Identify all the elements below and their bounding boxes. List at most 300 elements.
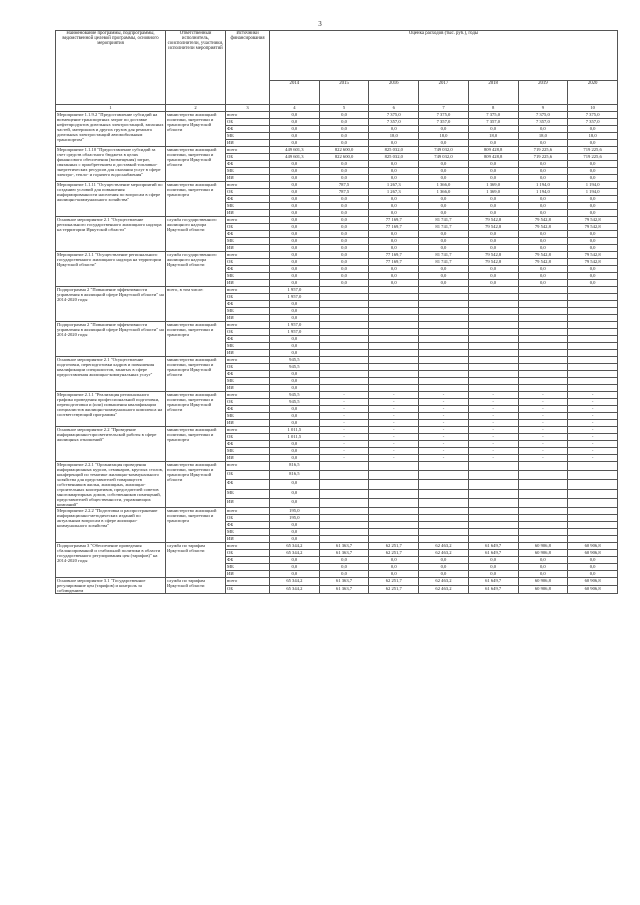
cost-value	[419, 357, 469, 364]
cost-value: 787,5	[319, 182, 369, 189]
cost-value: 0,0	[518, 126, 568, 133]
column-number: 4	[270, 105, 320, 112]
cost-value: 0,0	[468, 564, 518, 571]
cost-value: 18,0	[369, 133, 419, 140]
cost-value	[369, 515, 419, 522]
cost-value: 0,0	[319, 245, 369, 252]
cost-value: 62 463,2	[419, 578, 469, 586]
cost-value: 0,0	[518, 210, 568, 217]
header-year: 2016	[369, 81, 419, 105]
cost-value: 81 741,7	[419, 259, 469, 266]
cost-value: -	[369, 392, 419, 399]
cost-value: 0,0	[270, 252, 320, 259]
cost-value: 822 600,0	[319, 147, 369, 154]
program-name: Мероприятие 1.1.11 "Осуществление мероприятий по созданию условий для повышения информированности населения по вопросам в сфере жилищно-коммунального хозяйства"	[56, 182, 166, 217]
cost-value: 0,0	[419, 140, 469, 147]
cost-value: 0,0	[270, 196, 320, 203]
cost-value	[518, 498, 568, 507]
cost-value: 0,0	[270, 133, 320, 140]
cost-value: 0,0	[468, 273, 518, 280]
cost-value: 62 463,2	[419, 543, 469, 550]
funding-source: МБ	[226, 168, 270, 175]
cost-value: 7 357,0	[419, 119, 469, 126]
cost-value	[568, 343, 618, 350]
cost-value: -	[468, 399, 518, 406]
cost-value: 0,0	[270, 480, 320, 489]
funding-source: ФБ	[226, 336, 270, 343]
executor: министерство жилищной политики, энергетики и транспорта	[166, 427, 226, 462]
cost-value	[419, 480, 469, 489]
cost-value: 1 267,3	[369, 182, 419, 189]
cost-value: 0,0	[419, 238, 469, 245]
cost-value: 60 906,8	[568, 586, 618, 594]
cost-value: 0,0	[568, 273, 618, 280]
cost-value: 18,0	[419, 133, 469, 140]
funding-source: ОБ	[226, 434, 270, 441]
cost-value: -	[319, 399, 369, 406]
cost-value: -	[518, 455, 568, 462]
header-executor: Ответственный исполнитель, соисполнители, участники, исполнители мероприятий	[166, 31, 226, 105]
cost-value: 0,0	[518, 168, 568, 175]
cost-value: 7 375,0	[468, 112, 518, 119]
program-name: Подпрограмма 2 "Повышение эффективности управления в жилищной сфере Иркутской области" на 2014-2020 годы	[56, 322, 166, 357]
funding-source: ФБ	[226, 301, 270, 308]
funding-source: ФБ	[226, 196, 270, 203]
cost-value: 79 542,8	[568, 259, 618, 266]
cost-value	[319, 343, 369, 350]
cost-value: 0,0	[270, 441, 320, 448]
column-number: 10	[568, 105, 618, 112]
cost-value	[468, 480, 518, 489]
cost-value: 79 542,8	[468, 259, 518, 266]
cost-value	[568, 489, 618, 498]
column-number: 5	[319, 105, 369, 112]
cost-value: 449 601,3	[270, 154, 320, 161]
cost-value: -	[319, 455, 369, 462]
funding-source: ИИ	[226, 175, 270, 182]
cost-value: 0,0	[518, 557, 568, 564]
cost-value: 0,0	[419, 557, 469, 564]
cost-value: 0,0	[270, 210, 320, 217]
cost-value: 18,0	[468, 133, 518, 140]
cost-value: 0,0	[468, 175, 518, 182]
cost-value	[419, 287, 469, 294]
funding-source: ИИ	[226, 245, 270, 252]
cost-value: 1 957,0	[270, 329, 320, 336]
cost-value: 0,0	[270, 168, 320, 175]
funding-source: ОБ	[226, 119, 270, 126]
cost-value: -	[518, 392, 568, 399]
cost-value: 0,0	[568, 557, 618, 564]
cost-value: -	[319, 441, 369, 448]
cost-value	[369, 536, 419, 543]
cost-value: 0,0	[270, 315, 320, 322]
cost-value: 945,5	[270, 364, 320, 371]
cost-value: 0,0	[270, 112, 320, 119]
cost-value: 60 906,8	[568, 578, 618, 586]
cost-value: -	[419, 434, 469, 441]
funding-source: ФБ	[226, 161, 270, 168]
cost-value: -	[369, 441, 419, 448]
cost-value: 61 649,7	[468, 586, 518, 594]
cost-value: 79 542,8	[468, 252, 518, 259]
program-name: Основное мероприятие 2.2 "Проведение информационно-просветительской работы в сфере жилищных отношений"	[56, 427, 166, 462]
cost-value: 62 251,7	[369, 550, 419, 557]
cost-value: 1 369,0	[468, 182, 518, 189]
cost-value	[319, 308, 369, 315]
cost-value	[419, 462, 469, 471]
cost-value: 0,0	[419, 175, 469, 182]
cost-value: 0,0	[419, 564, 469, 571]
cost-value	[518, 343, 568, 350]
cost-value	[369, 378, 419, 385]
cost-value: 809 428,8	[468, 147, 518, 154]
cost-value: 1 194,0	[518, 182, 568, 189]
cost-value: -	[518, 448, 568, 455]
cost-value: 0,0	[369, 564, 419, 571]
cost-value: 0,0	[270, 182, 320, 189]
cost-value: 77 169,7	[369, 224, 419, 231]
cost-value	[518, 385, 568, 392]
cost-value: 0,0	[369, 168, 419, 175]
program-name: Мероприятие 1.1.9.2 "Предоставление субсидий на возмещение транспортных затрат по доставке нефтепродуктов дизельных электростанций, запасных частей, материалов и других грузов для ремонта дизельных электростанций автомобильным транспортом"	[56, 112, 166, 147]
funding-source: ИИ	[226, 536, 270, 543]
cost-value	[369, 471, 419, 480]
funding-source: ОБ	[226, 399, 270, 406]
cost-value	[468, 294, 518, 301]
cost-value: -	[468, 413, 518, 420]
cost-value: 0,0	[518, 280, 568, 287]
cost-value: 0,0	[270, 536, 320, 543]
cost-value: 0,0	[369, 196, 419, 203]
cost-value: 0,0	[518, 175, 568, 182]
cost-value: 0,0	[568, 196, 618, 203]
cost-value	[319, 329, 369, 336]
cost-value: 0,0	[419, 571, 469, 578]
cost-value	[568, 322, 618, 329]
cost-value: 0,0	[568, 140, 618, 147]
executor: министерство жилищной политики, энергетики и транспорта	[166, 182, 226, 217]
funding-source: ФБ	[226, 480, 270, 489]
funding-source: МБ	[226, 413, 270, 420]
cost-value: -	[518, 420, 568, 427]
cost-value: 0,0	[419, 210, 469, 217]
cost-value: 62 251,7	[369, 543, 419, 550]
header-year: 2015	[319, 81, 369, 105]
cost-value	[319, 322, 369, 329]
cost-value: -	[369, 455, 419, 462]
cost-value: -	[568, 413, 618, 420]
program-name: Основное мероприятие 2.1 "Осуществление регионального государственного жилищного надзора на территории Иркутской области"	[56, 217, 166, 252]
funding-source: ИИ	[226, 350, 270, 357]
cost-value: 0,0	[319, 280, 369, 287]
funding-source: МБ	[226, 133, 270, 140]
header-year: 2020	[568, 81, 618, 105]
cost-value	[319, 515, 369, 522]
cost-value: 0,0	[468, 238, 518, 245]
cost-value	[468, 529, 518, 536]
cost-value: 60 906,8	[568, 550, 618, 557]
cost-value	[568, 462, 618, 471]
column-number: 8	[468, 105, 518, 112]
funding-source: всего	[226, 578, 270, 586]
cost-value	[419, 336, 469, 343]
cost-value: 0,0	[319, 168, 369, 175]
program-name: Подпрограмма 2 "Повышение эффективности управления в жилищной сфере Иркутской области" на 2014-2020 годы	[56, 287, 166, 322]
cost-value	[369, 322, 419, 329]
cost-value	[468, 350, 518, 357]
cost-value: 0,0	[568, 126, 618, 133]
cost-value: 0,0	[270, 448, 320, 455]
cost-value: 0,0	[270, 308, 320, 315]
cost-value: 65 344,2	[270, 586, 320, 594]
cost-value: 0,0	[319, 126, 369, 133]
cost-value: -	[419, 406, 469, 413]
cost-value	[419, 329, 469, 336]
cost-value	[319, 287, 369, 294]
cost-value: -	[369, 399, 419, 406]
column-number: 2	[166, 105, 226, 112]
cost-value	[568, 471, 618, 480]
cost-value	[518, 329, 568, 336]
cost-value	[468, 301, 518, 308]
cost-value	[319, 294, 369, 301]
cost-value	[419, 529, 469, 536]
cost-value	[468, 522, 518, 529]
cost-value	[319, 462, 369, 471]
cost-value: 0,0	[270, 489, 320, 498]
cost-value: 787,5	[319, 189, 369, 196]
cost-value: 62 463,2	[419, 586, 469, 594]
cost-value: 0,0	[369, 273, 419, 280]
funding-source: ИИ	[226, 210, 270, 217]
cost-value: 0,0	[369, 231, 419, 238]
cost-value	[419, 508, 469, 515]
cost-value	[369, 350, 419, 357]
cost-value: 719 225,6	[568, 147, 618, 154]
cost-value: 0,0	[419, 280, 469, 287]
cost-value	[468, 489, 518, 498]
cost-value	[568, 336, 618, 343]
cost-value: 0,0	[270, 175, 320, 182]
cost-value: 0,0	[319, 231, 369, 238]
cost-value: -	[419, 441, 469, 448]
cost-value: 0,0	[568, 238, 618, 245]
cost-value: 1 267,3	[369, 189, 419, 196]
cost-value	[319, 489, 369, 498]
cost-value: 0,0	[518, 196, 568, 203]
cost-value: 0,0	[369, 126, 419, 133]
cost-value	[419, 350, 469, 357]
cost-value	[319, 357, 369, 364]
cost-value: 0,0	[270, 522, 320, 529]
cost-value	[369, 498, 419, 507]
cost-value: -	[468, 448, 518, 455]
cost-value	[468, 498, 518, 507]
cost-value: 0,0	[319, 112, 369, 119]
cost-value	[319, 350, 369, 357]
funding-source: всего	[226, 392, 270, 399]
cost-value	[419, 471, 469, 480]
cost-value	[369, 385, 419, 392]
cost-value: -	[518, 406, 568, 413]
cost-value: 0,0	[419, 126, 469, 133]
cost-value: 81 741,7	[419, 224, 469, 231]
table-body	[56, 112, 618, 594]
cost-value: 749 032,0	[419, 147, 469, 154]
cost-value: -	[568, 441, 618, 448]
cost-value: -	[369, 427, 419, 434]
cost-value: 60 906,8	[568, 543, 618, 550]
funding-source: ФБ	[226, 441, 270, 448]
cost-value: -	[468, 434, 518, 441]
cost-value: 0,0	[270, 224, 320, 231]
funding-source: ОБ	[226, 471, 270, 480]
cost-value: 945,5	[270, 399, 320, 406]
cost-value	[419, 515, 469, 522]
cost-value	[319, 336, 369, 343]
cost-value	[319, 364, 369, 371]
cost-value	[568, 364, 618, 371]
cost-value	[468, 364, 518, 371]
funding-source: всего	[226, 287, 270, 294]
cost-value	[568, 294, 618, 301]
funding-source: всего	[226, 217, 270, 224]
cost-value: -	[419, 392, 469, 399]
cost-value: 65 344,2	[270, 578, 320, 586]
cost-value: 0,0	[568, 571, 618, 578]
cost-value: 0,0	[468, 210, 518, 217]
cost-value	[568, 301, 618, 308]
program-name: Основное мероприятие 2.1 "Осуществление подготовки, переподготовки кадров и повышения квалификации специалистов, занятых в сфере предоставления жилищно-коммунальных услуг"	[56, 357, 166, 392]
cost-value	[369, 462, 419, 471]
funding-source: ОБ	[226, 259, 270, 266]
cost-value: -	[369, 420, 419, 427]
column-number: 7	[419, 105, 469, 112]
cost-value: 0,0	[319, 161, 369, 168]
cost-value	[419, 536, 469, 543]
executor: министерство жилищной политики, энергетики и транспорта Иркутской области	[166, 112, 226, 147]
cost-value	[319, 315, 369, 322]
program-name: Основное мероприятие 3.1 "Государственное регулирование цен (тарифов) и контроль за соблюдением	[56, 578, 166, 594]
funding-source: ФБ	[226, 406, 270, 413]
executor: служба государственного жилищного надзора Иркутской области	[166, 217, 226, 252]
header-year: 2019	[518, 81, 568, 105]
funding-source: ОБ	[226, 294, 270, 301]
cost-value: 945,5	[270, 357, 320, 364]
cost-value: 0,0	[270, 420, 320, 427]
cost-value: 0,0	[568, 161, 618, 168]
cost-value: 1 957,0	[270, 287, 320, 294]
cost-value: 62 251,7	[369, 586, 419, 594]
funding-source: ФБ	[226, 522, 270, 529]
cost-value: 7 375,0	[568, 112, 618, 119]
cost-value: 0,0	[319, 203, 369, 210]
cost-value: 0,0	[369, 280, 419, 287]
column-number: 1	[56, 105, 166, 112]
cost-value	[419, 294, 469, 301]
cost-value	[518, 471, 568, 480]
funding-source: МБ	[226, 203, 270, 210]
cost-value: 60 906,8	[518, 578, 568, 586]
cost-value: -	[468, 392, 518, 399]
cost-value	[568, 357, 618, 364]
cost-value	[369, 308, 419, 315]
cost-value: 60 906,8	[518, 550, 568, 557]
cost-value: 0,0	[270, 350, 320, 357]
cost-value: 0,0	[369, 203, 419, 210]
cost-value: 81 741,7	[419, 252, 469, 259]
table-row	[56, 357, 618, 364]
table-row	[56, 427, 618, 434]
cost-value: 0,0	[468, 168, 518, 175]
cost-value	[369, 301, 419, 308]
cost-value	[369, 336, 419, 343]
cost-value: 0,0	[319, 557, 369, 564]
cost-value	[369, 371, 419, 378]
executor: министерство жилищной политики, энергетики и транспорта	[166, 508, 226, 543]
column-number: 9	[518, 105, 568, 112]
cost-value: 0,0	[319, 238, 369, 245]
funding-source: МБ	[226, 489, 270, 498]
cost-value: 0,0	[369, 266, 419, 273]
cost-value: -	[468, 420, 518, 427]
cost-value	[518, 529, 568, 536]
cost-value	[468, 315, 518, 322]
executor: всего, в том числе:	[166, 287, 226, 322]
funding-source: всего	[226, 462, 270, 471]
cost-value: -	[568, 434, 618, 441]
cost-value: -	[568, 399, 618, 406]
cost-value: 7 375,0	[419, 112, 469, 119]
funding-source: ОБ	[226, 329, 270, 336]
cost-value	[518, 536, 568, 543]
funding-source: ИИ	[226, 498, 270, 507]
cost-value: 0,0	[468, 245, 518, 252]
cost-value: 0,0	[419, 273, 469, 280]
funding-source: всего	[226, 182, 270, 189]
table-row	[56, 543, 618, 550]
cost-value: 62 463,2	[419, 550, 469, 557]
table-row	[56, 217, 618, 224]
cost-value	[369, 522, 419, 529]
cost-value: 0,0	[419, 168, 469, 175]
cost-value: 0,0	[419, 196, 469, 203]
cost-value	[319, 498, 369, 507]
cost-value: 0,0	[319, 564, 369, 571]
cost-value	[369, 294, 419, 301]
funding-source: ИИ	[226, 140, 270, 147]
cost-value: -	[319, 427, 369, 434]
cost-value: -	[568, 420, 618, 427]
cost-value: 0,0	[270, 280, 320, 287]
cost-value	[518, 308, 568, 315]
funding-source: МБ	[226, 564, 270, 571]
cost-value	[518, 462, 568, 471]
cost-value: 61 363,7	[319, 578, 369, 586]
cost-value: 1 011,5	[270, 427, 320, 434]
cost-value: 0,0	[270, 231, 320, 238]
cost-value: 79 542,8	[518, 259, 568, 266]
cost-value: 0,0	[270, 529, 320, 536]
program-name: Мероприятие 2.1.1 "Осуществление регионального государственного жилищного надзора на территории Иркутской области"	[56, 252, 166, 287]
cost-value: 81 741,7	[419, 217, 469, 224]
cost-value: 1 369,0	[468, 189, 518, 196]
cost-value: 0,0	[568, 231, 618, 238]
cost-value: 0,0	[419, 161, 469, 168]
cost-value: 61 363,7	[319, 550, 369, 557]
cost-value: 0,0	[468, 196, 518, 203]
